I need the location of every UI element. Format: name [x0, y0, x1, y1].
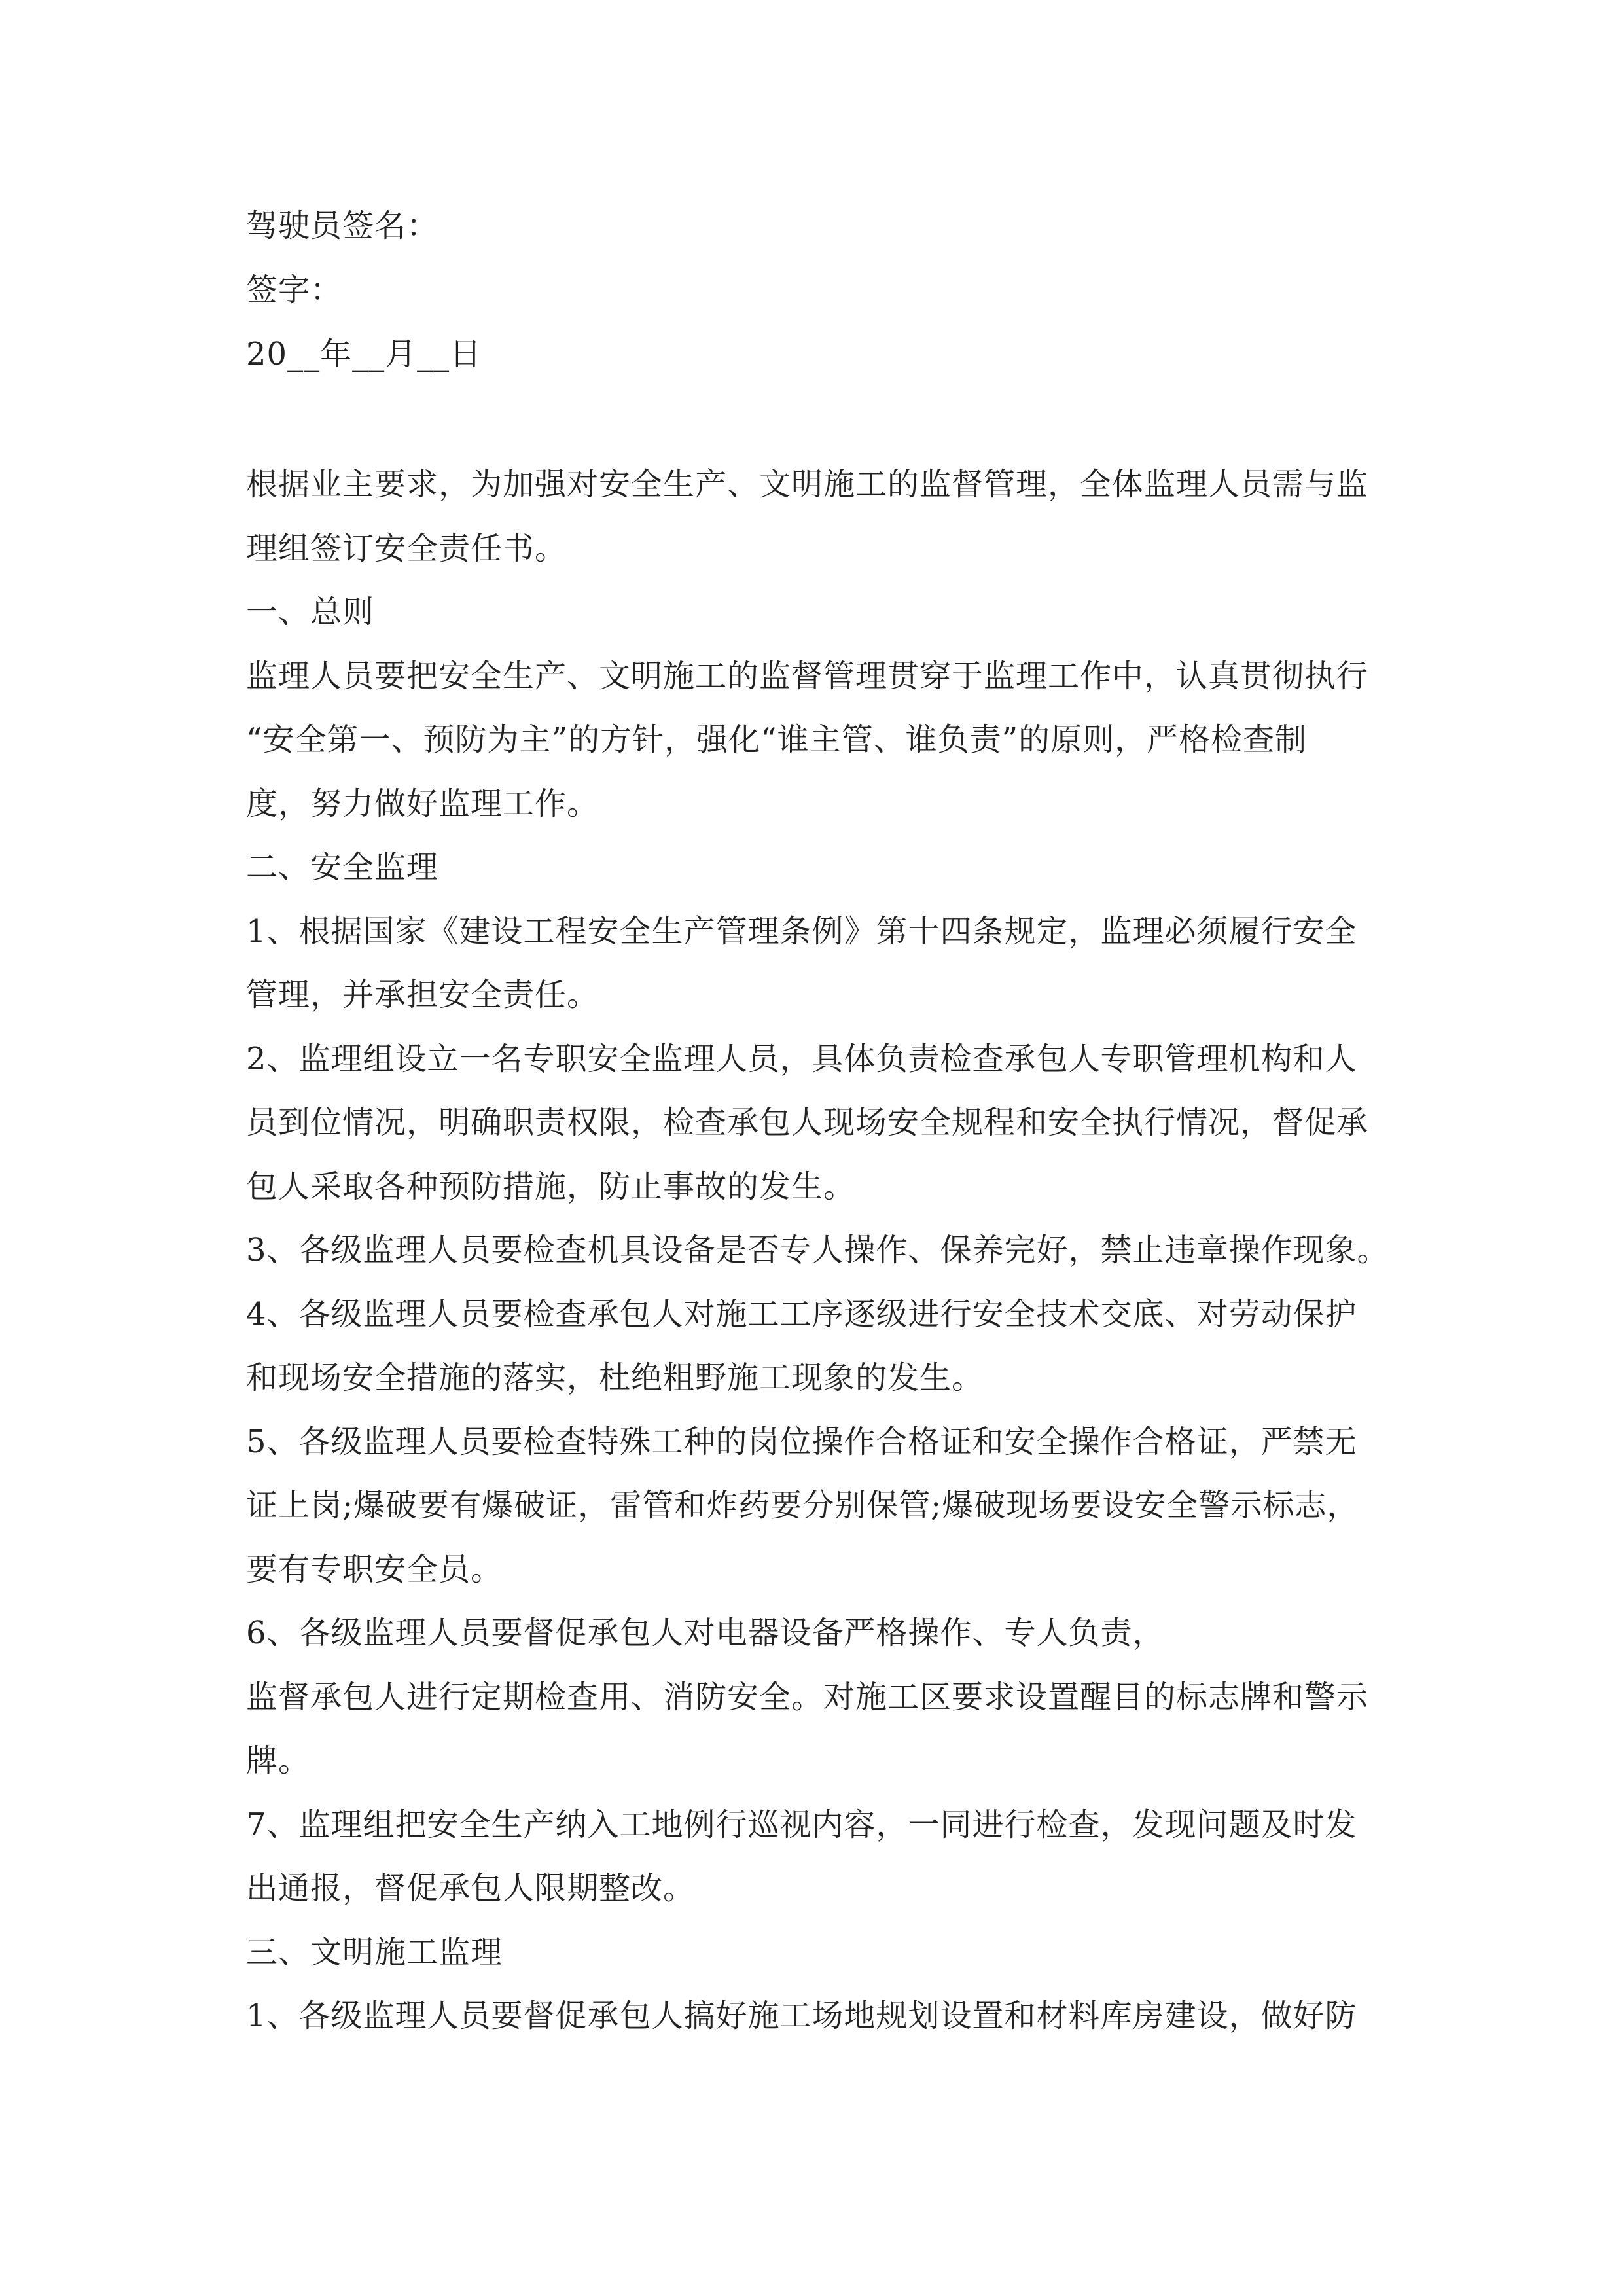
list-item-line: 3、各级监理人员要检查机具设备是否专人操作、保养完好，禁止违章操作现象。: [246, 1232, 1389, 1268]
signature-section: [246, 194, 1385, 386]
list-item-line: 出通报，督促承包人限期整改。: [246, 1870, 696, 1907]
list-item-line: 2、监理组设立一名专职安全监理人员，具体负责检查承包人专职管理机构和人: [246, 1040, 1357, 1077]
list-item-line: 和现场安全措施的落实，杜绝粗野施工现象的发生。: [246, 1359, 984, 1396]
list-item-line: 要有专职安全员。: [246, 1551, 503, 1588]
sign-label: 签字：: [246, 272, 343, 308]
list-item-line: 员到位情况，明确职责权限，检查承包人现场安全规程和安全执行情况，督促承: [246, 1104, 1369, 1141]
list-item-line: 包人采取各种预防措施，防止事故的发生。: [246, 1168, 856, 1205]
list-item-line: 7、监理组把安全生产纳入工地例行巡视内容，一同进行检查，发现问题及时发: [246, 1806, 1357, 1843]
list-item-line: 监督承包人进行定期检查用、消防安全。对施工区要求设置醒目的标志牌和警示: [246, 1678, 1369, 1715]
section-heading-general: 一、总则: [246, 594, 375, 630]
section-heading-safety: 二、安全监理: [246, 849, 439, 886]
section-heading-civilized-construction: 三、文明施工监理: [246, 1933, 503, 1971]
list-item-line: 证上岗;爆破要有爆破证，雷管和炸药要分别保管;爆破现场要设安全警示标志，: [246, 1487, 1359, 1524]
list-item-line: 管理，并承担安全责任。: [246, 977, 599, 1013]
list-item-line: 牌。: [246, 1742, 311, 1779]
driver-signature-label: 驾驶员签名：: [246, 207, 439, 244]
list-item-line: 5、各级监理人员要检查特殊工种的岗位操作合格证和安全操作合格证，严禁无: [246, 1423, 1357, 1460]
date-line: 20__年__月__日: [246, 336, 482, 372]
list-item-line: 1、根据国家《建设工程安全生产管理条例》第十四条规定，监理必须履行安全: [246, 912, 1357, 950]
intro-line: 根据业主要求，为加强对安全生产、文明施工的监督管理，全体监理人员需与监: [246, 466, 1369, 503]
document-body: [246, 453, 1389, 2049]
list-item-line: 6、各级监理人员要督促承包人对电器设备严格操作、专人负责，: [246, 1615, 1165, 1651]
list-item-line: 1、各级监理人员要督促承包人搞好施工场地规划设置和材料库房建设，做好防: [246, 1998, 1357, 2034]
list-item-line: 4、各级监理人员要检查承包人对施工工序逐级进行安全技术交底、对劳动保护: [246, 1295, 1357, 1333]
paragraph-line: “安全第一、预防为主”的方针，强化“谁主管、谁负责”的原则，严格检查制: [246, 721, 1308, 758]
paragraph-line: 度，努力做好监理工作。: [246, 785, 599, 822]
paragraph-line: 监理人员要把安全生产、文明施工的监督管理贯穿于监理工作中，认真贯彻执行: [246, 657, 1369, 694]
intro-line: 理组签订安全责任书。: [246, 529, 567, 567]
